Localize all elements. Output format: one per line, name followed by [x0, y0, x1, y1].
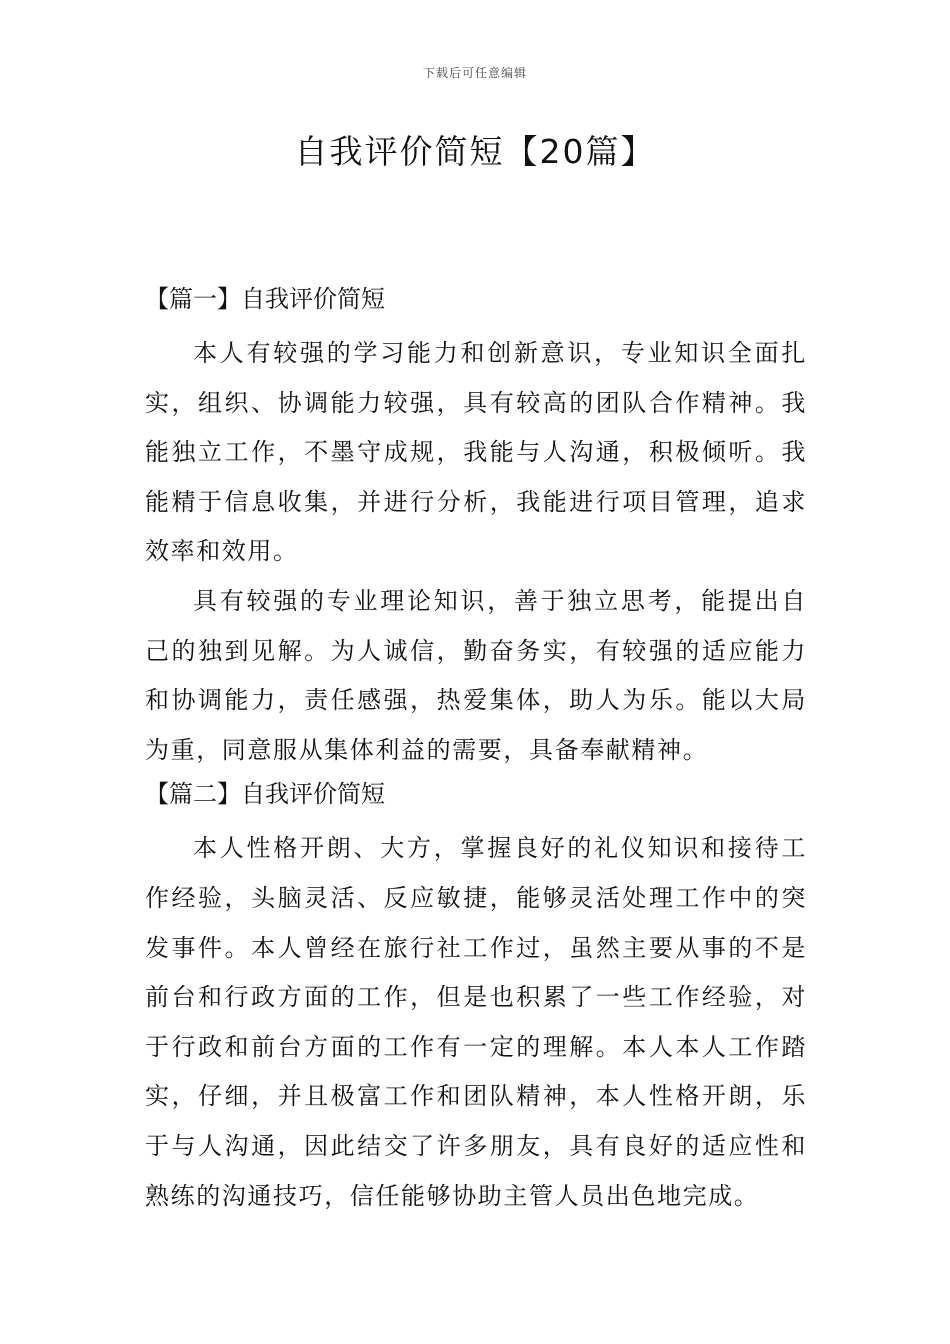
section-heading: 【篇一】自我评价简短 [145, 285, 385, 313]
header-note: 下载后可任意编辑 [422, 66, 527, 80]
paragraph: 具有较强的专业理论知识，善于独立思考，能提出自己的独到见解。为人诚信，勤奋务实，有较强的适应能力和协调能力，责任感强，热爱集体，助人为乐。能以大局为重，同意服从集体利益的需要，具备奉献精神。 [145, 586, 807, 764]
section-two [145, 775, 807, 1221]
paragraph: 本人性格开朗、大方，掌握良好的礼仪知识和接待工作经验，头脑灵活、反应敏捷，能够灵活处理工作中的突发事件。本人曾经在旅行社工作过，虽然主要从事的不是前台和行政方面的工作，但是也积累了一些工作经验，对于行政和前台方面的工作有一定的理解。本人本人工作踏实，仔细，并且极富工作和团队精神，本人性格开朗，乐于与人沟通，因此结交了许多朋友，具有良好的适应性和熟练的沟通技巧，信任能够协助主管人员出色地完成。 [145, 834, 807, 1210]
section-one [145, 280, 807, 775]
section-heading: 【篇二】自我评价简短 [145, 780, 385, 809]
document-title: 自我评价简短【20篇】 [294, 132, 656, 171]
paragraph: 本人有较强的学习能力和创新意识，专业知识全面扎实，组织、协调能力较强，具有较高的团队合作精神。我能独立工作，不墨守成规，我能与人沟通，积极倾听。我能精于信息收集，并进行分析，我能进行项目管理，追求效率和效用。 [145, 339, 807, 566]
document-body [145, 280, 807, 1221]
